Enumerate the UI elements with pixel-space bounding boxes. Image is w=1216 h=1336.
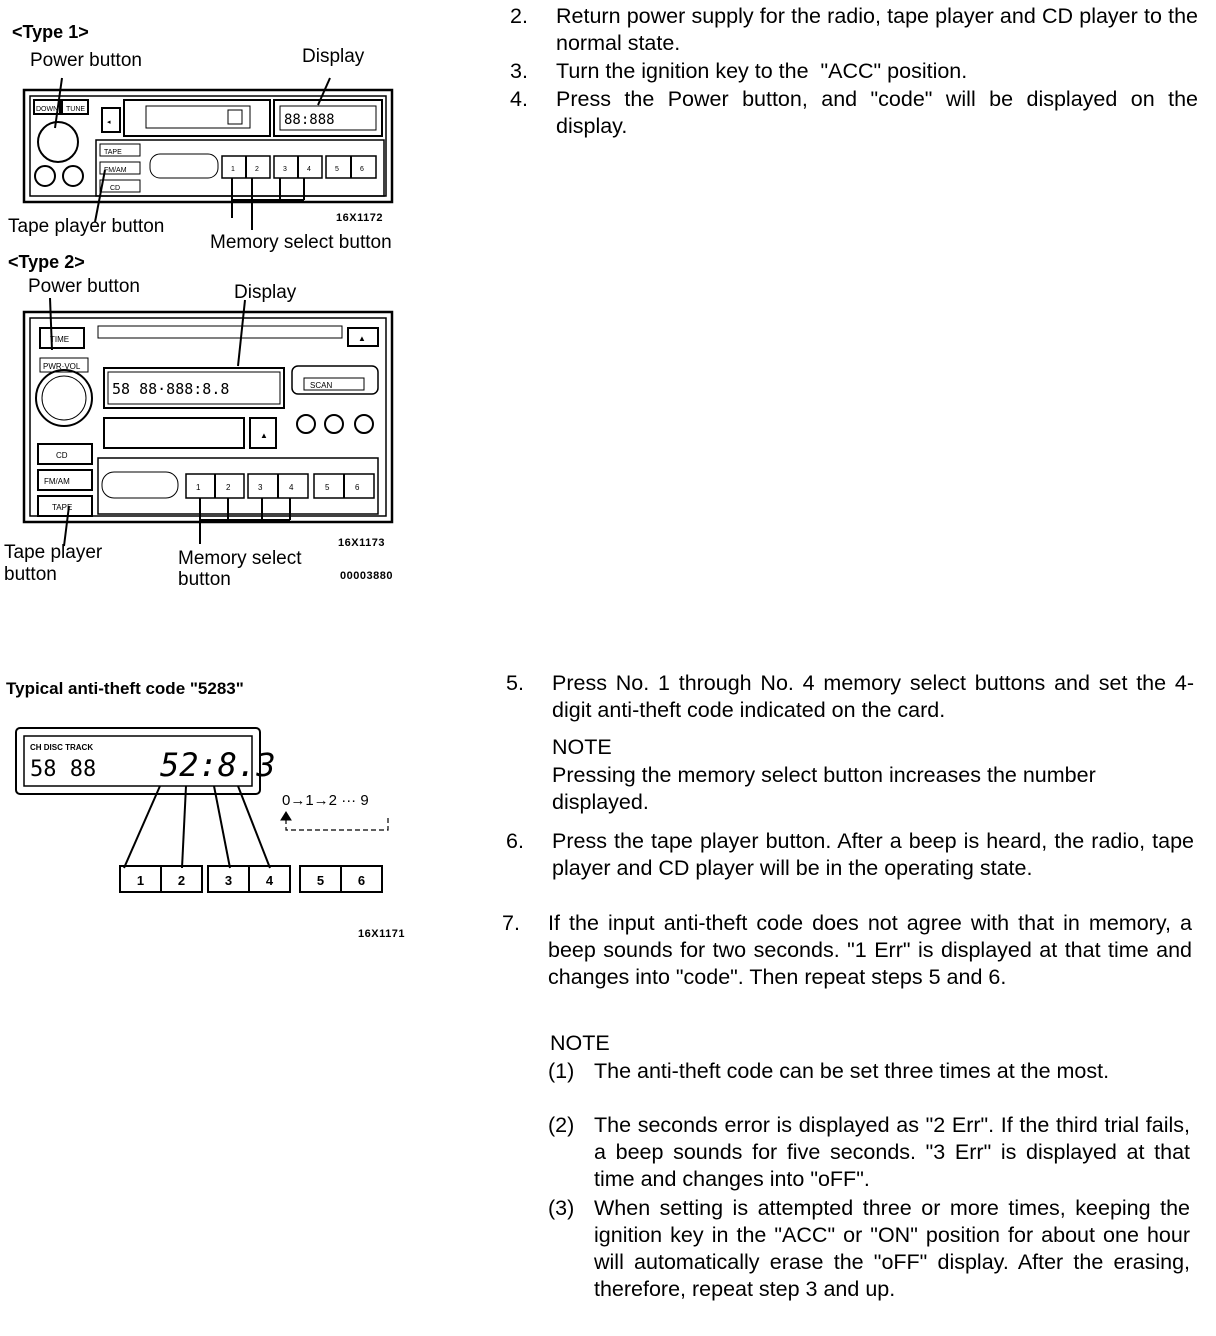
svg-text:TAPE: TAPE: [104, 149, 122, 156]
svg-text:1: 1: [231, 166, 235, 173]
note-item-text: When setting is attempted three or more times, keeping the ignition key in the "ACC" or "ON" position for about one hour will automatically erase the "oFF" display. After the erasing, therefore, repeat step 3 and up.: [594, 1196, 1190, 1301]
step-text: Return power supply for the radio, tape player and CD player to the normal state.: [556, 4, 1198, 55]
svg-text:▲: ▲: [260, 431, 268, 440]
code-sequence: 0→1→2 ··· 9: [282, 792, 369, 809]
step-text: Press the Power button, and "code" will be displayed on the display.: [556, 87, 1198, 138]
svg-text:88:888: 88:888: [284, 112, 335, 128]
code-button-6: 6: [357, 873, 366, 888]
type2-memory-label-line1: Memory select: [178, 548, 302, 569]
svg-text:5: 5: [325, 483, 330, 492]
note-1-text: Pressing the memory select button increases the number displayed.: [552, 763, 1096, 814]
step-number: 5.: [506, 671, 524, 695]
svg-text:58 88: 58 88: [30, 757, 97, 782]
svg-text:PWR·VOL: PWR·VOL: [43, 362, 81, 371]
step-4: [510, 86, 1200, 142]
type2-tape-label-line1: Tape player: [4, 542, 103, 563]
type1-display-label: Display: [302, 46, 365, 67]
type1-memory-label: Memory select button: [210, 232, 392, 253]
svg-text:4: 4: [307, 166, 311, 173]
step-7: [502, 910, 1196, 1020]
type2-radio-diagram: [0, 298, 420, 548]
type2-heading: <Type 2>: [8, 252, 85, 272]
step-number: 7.: [502, 911, 520, 935]
step-text: If the input anti-theft code does not agree with that in memory, a beep sounds for two seconds. "1 Err" is displayed at that time and changes into "code". Then repeat steps 5 and 6.: [548, 911, 1192, 989]
type1-heading: <Type 1>: [12, 22, 89, 42]
type1-radio-diagram: [0, 70, 420, 230]
note-item-text: The seconds error is displayed as "2 Err". If the third trial fails, a beep sounds for five seconds. "3 Err" is displayed at that time and changes into "oFF".: [594, 1113, 1190, 1191]
type2-memory-label-line2: button: [178, 569, 231, 590]
step-6: [506, 828, 1196, 910]
svg-text:2: 2: [255, 166, 259, 173]
type2-fig-id: 16X1173: [338, 537, 385, 549]
note-item-number: (1): [548, 1059, 575, 1083]
code-button-4: 4: [265, 873, 274, 888]
type2-doc-id: 00003880: [340, 570, 393, 582]
svg-text:SCAN: SCAN: [310, 381, 333, 390]
code-fig-heading: Typical anti-theft code "5283": [6, 679, 244, 698]
type1-tape-label: Tape player button: [8, 216, 165, 237]
type1-power-label: Power button: [30, 50, 142, 71]
svg-text:TIME: TIME: [50, 335, 70, 344]
svg-text:6: 6: [360, 166, 364, 173]
svg-text:TUNE: TUNE: [66, 106, 86, 113]
svg-text:CD: CD: [56, 451, 68, 460]
step-text: Turn the ignition key to the "ACC" position.: [556, 59, 968, 83]
code-button-5: 5: [316, 873, 325, 888]
step-3: [510, 58, 1200, 86]
code-button-1: 1: [136, 873, 145, 888]
type2-display-label: Display: [234, 282, 297, 303]
note-1-title: NOTE: [552, 735, 612, 759]
code-fig-id: 16X1171: [358, 928, 405, 940]
svg-text:6: 6: [355, 483, 360, 492]
note-2-item-1: [548, 1058, 1192, 1112]
code-display-digits: 52:8.3: [160, 746, 276, 784]
svg-text:1: 1: [196, 483, 201, 492]
svg-text:▲: ▲: [358, 334, 366, 343]
step-number: 3.: [510, 59, 528, 83]
svg-text:2: 2: [226, 483, 231, 492]
note-item-number: (2): [548, 1113, 575, 1137]
step-2: [510, 3, 1200, 59]
type2-tape-label-line2: button: [4, 564, 57, 585]
type1-fig-id: 16X1172: [336, 212, 383, 224]
svg-text:CH DISC TRACK: CH DISC TRACK: [30, 743, 94, 752]
svg-text:◂: ◂: [107, 119, 111, 126]
code-button-2: 2: [177, 873, 186, 888]
note-2-item-2: [548, 1112, 1192, 1194]
svg-text:58 88·888:8.8: 58 88·888:8.8: [112, 380, 230, 398]
step-number: 6.: [506, 829, 524, 853]
note-item-text: The anti-theft code can be set three times at the most.: [594, 1059, 1110, 1083]
svg-text:FM/AM: FM/AM: [44, 477, 70, 486]
code-button-3: 3: [224, 873, 233, 888]
note-item-number: (3): [548, 1196, 575, 1220]
svg-text:FM/AM: FM/AM: [104, 167, 127, 174]
step-number: 4.: [510, 87, 528, 111]
svg-text:5: 5: [335, 166, 339, 173]
step-text: Press No. 1 through No. 4 memory select buttons and set the 4-digit anti-theft code indicated on the card.: [552, 671, 1194, 722]
svg-text:TAPE: TAPE: [52, 503, 73, 512]
step-5: [506, 670, 1196, 726]
svg-text:DOWN: DOWN: [36, 106, 59, 113]
svg-text:3: 3: [283, 166, 287, 173]
svg-text:3: 3: [258, 483, 263, 492]
note-2-item-3: [548, 1195, 1192, 1331]
svg-text:CD: CD: [110, 185, 121, 192]
type2-power-label: Power button: [28, 276, 140, 297]
note-2-title: NOTE: [550, 1031, 610, 1055]
svg-text:4: 4: [289, 483, 294, 492]
step-number: 2.: [510, 4, 528, 28]
step-text: Press the tape player button. After a beep is heard, the radio, tape player and CD player will be in the operating state.: [552, 829, 1194, 880]
